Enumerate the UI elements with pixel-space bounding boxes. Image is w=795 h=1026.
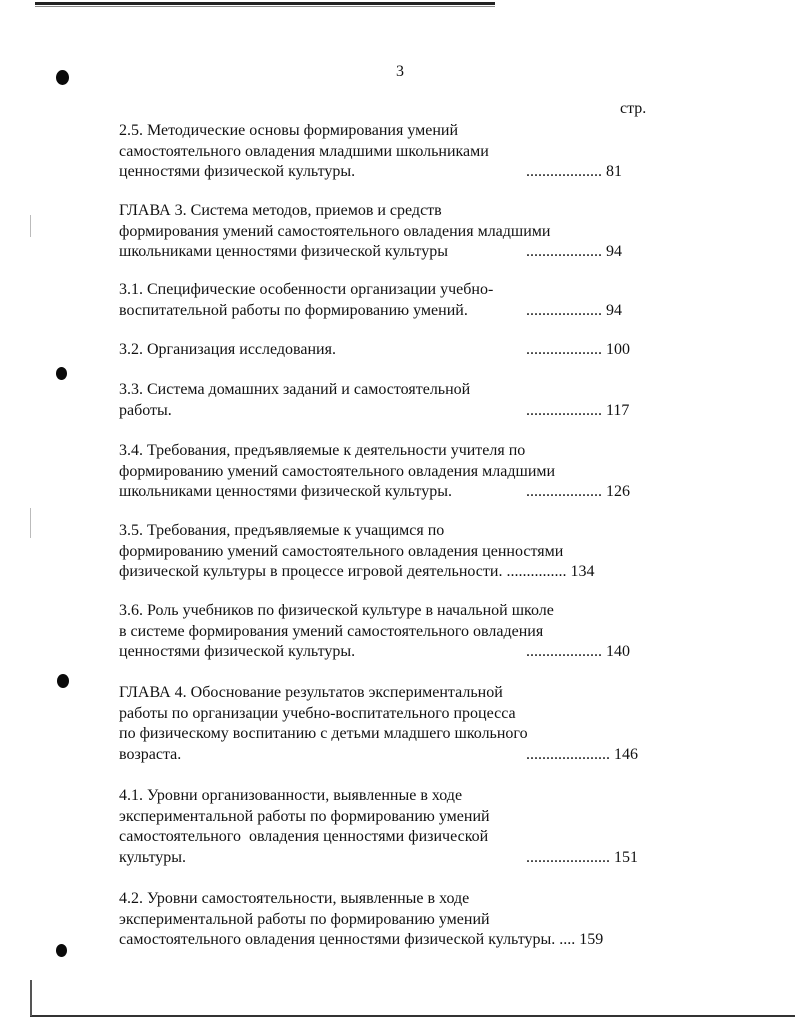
toc-entry-last-line (119, 642, 659, 663)
toc-entry-text: физической культуры в процессе игровой деятельности. (119, 563, 503, 580)
toc-dots: .... (559, 931, 576, 948)
toc-entry (119, 601, 659, 663)
toc-entry-text: работы по организации учебно-воспитательного процесса (119, 704, 516, 722)
toc-entry-text: возраста. (119, 745, 182, 763)
toc-dots: ................... (526, 243, 602, 260)
toc-dots: ................... (526, 163, 602, 180)
toc-leader (559, 930, 603, 951)
toc-dots: ..................... (526, 745, 610, 763)
punch-hole-icon (57, 674, 69, 688)
toc-entry-text: формированию умений самостоятельного овладения ценностями (119, 542, 564, 560)
toc-page-number: 94 (606, 301, 622, 319)
toc-entry-text: формирования умений самостоятельного овладения младшими (119, 222, 551, 240)
punch-hole-icon (56, 944, 67, 957)
toc-entry-text: ГЛАВА 4. Обоснование результатов экспериментальной (119, 684, 503, 701)
toc-entry-last-line (119, 162, 659, 183)
toc-entry-last-line (119, 482, 659, 503)
toc-entry (119, 889, 659, 951)
toc-entry-last-line (119, 401, 659, 422)
toc-entry (119, 441, 659, 503)
toc-leader (526, 482, 630, 503)
toc-entry-text: 4.1. Уровни организованности, выявленные в ходе (119, 787, 463, 804)
toc-entry (119, 121, 659, 183)
toc-page-number: 100 (606, 341, 630, 358)
toc-dots: ................... (526, 301, 602, 319)
toc-entry-text: самостоятельного овладения ценностями физической культуры. (119, 931, 556, 948)
toc-leader (506, 562, 594, 583)
toc-entry-last-line (119, 301, 659, 322)
scan-margin-mark (30, 215, 31, 237)
toc-entry-text: 3.4. Требования, предъявляемые к деятельности учителя по (119, 442, 526, 459)
toc-entry-text: экспериментальной работы по формированию умений (119, 910, 490, 928)
toc-dots: ................... (526, 643, 602, 660)
toc-entry-text: работы. (119, 401, 172, 419)
scan-edge-top (35, 2, 495, 5)
page-number: 3 (396, 63, 404, 80)
toc-entry-text: формированию умений самостоятельного овладения младшими (119, 462, 556, 480)
toc-entry-text: 3.1. Специфические особенности организации учебно- (119, 281, 494, 298)
toc-page-number: 159 (579, 931, 604, 948)
toc-entry-text: 4.2. Уровни самостоятельности, выявленные в ходе (119, 890, 470, 907)
scan-edge-bottom (30, 1015, 795, 1017)
toc-leader (526, 642, 630, 663)
toc-entry-text: школьниками ценностями физической культуры. (119, 483, 452, 500)
toc-entry-text: 3.3. Система домашних заданий и самостоятельной (119, 381, 471, 398)
toc-dots: ................... (526, 483, 602, 500)
toc-leader (526, 162, 622, 183)
toc-leader (526, 848, 638, 869)
toc-leader (526, 745, 638, 766)
toc-entry-text: ценностями физической культуры. (119, 163, 356, 180)
toc-entry-text: экспериментальной работы по формированию умений (119, 807, 490, 825)
toc-page-number: 146 (614, 745, 638, 763)
page-column-label: стр. (620, 100, 647, 117)
toc-entry-text: самостоятельного овладения ценностями физической (119, 828, 489, 845)
toc-entry-text: воспитательной работы по формированию умений. (119, 301, 468, 319)
toc-entry-text: по физическому воспитанию с детьми младшего школьного (119, 725, 528, 742)
toc-leader (526, 401, 629, 422)
toc-entry-text: культуры. (119, 848, 187, 866)
toc-entry-text: в системе формирования умений самостоятельного овладения (119, 622, 544, 640)
toc-entry-text: 2.5. Методические основы формирования умений (119, 122, 459, 139)
toc-page-number: 94 (606, 243, 622, 260)
toc-entry-text: 3.6. Роль учебников по физической культуре в начальной школе (119, 602, 554, 619)
toc-entry (119, 521, 659, 583)
punch-hole-icon (56, 70, 69, 85)
toc-entry-last-line (119, 930, 659, 951)
toc-leader (526, 340, 630, 361)
toc-dots: ................... (526, 401, 602, 419)
toc-entry-text: 3.2. Организация исследования. (119, 341, 336, 358)
toc-entry (119, 340, 659, 361)
toc-entry-text: ГЛАВА 3. Система методов, приемов и средств (119, 202, 442, 219)
scan-edge-left (30, 980, 32, 1016)
toc-entry-text: самостоятельного овладения младшими школьниками (119, 142, 489, 160)
toc-dots: ................... (526, 341, 602, 358)
scan-edge-top-shadow (35, 6, 495, 7)
toc-entry (119, 280, 659, 321)
toc-dots: ............... (506, 563, 567, 580)
scan-margin-mark (30, 508, 31, 538)
toc-dots: ..................... (526, 848, 610, 866)
toc-entry-text: школьниками ценностями физической культуры (119, 243, 448, 260)
toc-entry-text: 3.5. Требования, предъявляемые к учащимся по (119, 522, 445, 539)
toc-entry-last-line (119, 848, 659, 869)
toc-page-number: 81 (606, 163, 622, 180)
toc-leader (526, 242, 622, 263)
toc-entry (119, 683, 659, 765)
toc-page-number: 126 (606, 483, 630, 500)
toc-page-number: 151 (614, 848, 638, 866)
toc-entry-last-line (119, 340, 659, 361)
toc-entry-last-line (119, 562, 659, 583)
toc-entry-last-line (119, 745, 659, 766)
toc-page-number: 140 (606, 643, 630, 660)
toc-entry-last-line (119, 242, 659, 263)
toc-page-number: 134 (570, 563, 595, 580)
toc-page-number: 117 (606, 401, 630, 419)
toc-entry (119, 786, 659, 868)
toc-entry (119, 380, 659, 421)
toc-entry (119, 201, 659, 263)
toc-leader (526, 301, 622, 322)
toc-entry-text: ценностями физической культуры. (119, 643, 356, 660)
punch-hole-icon (56, 367, 67, 380)
